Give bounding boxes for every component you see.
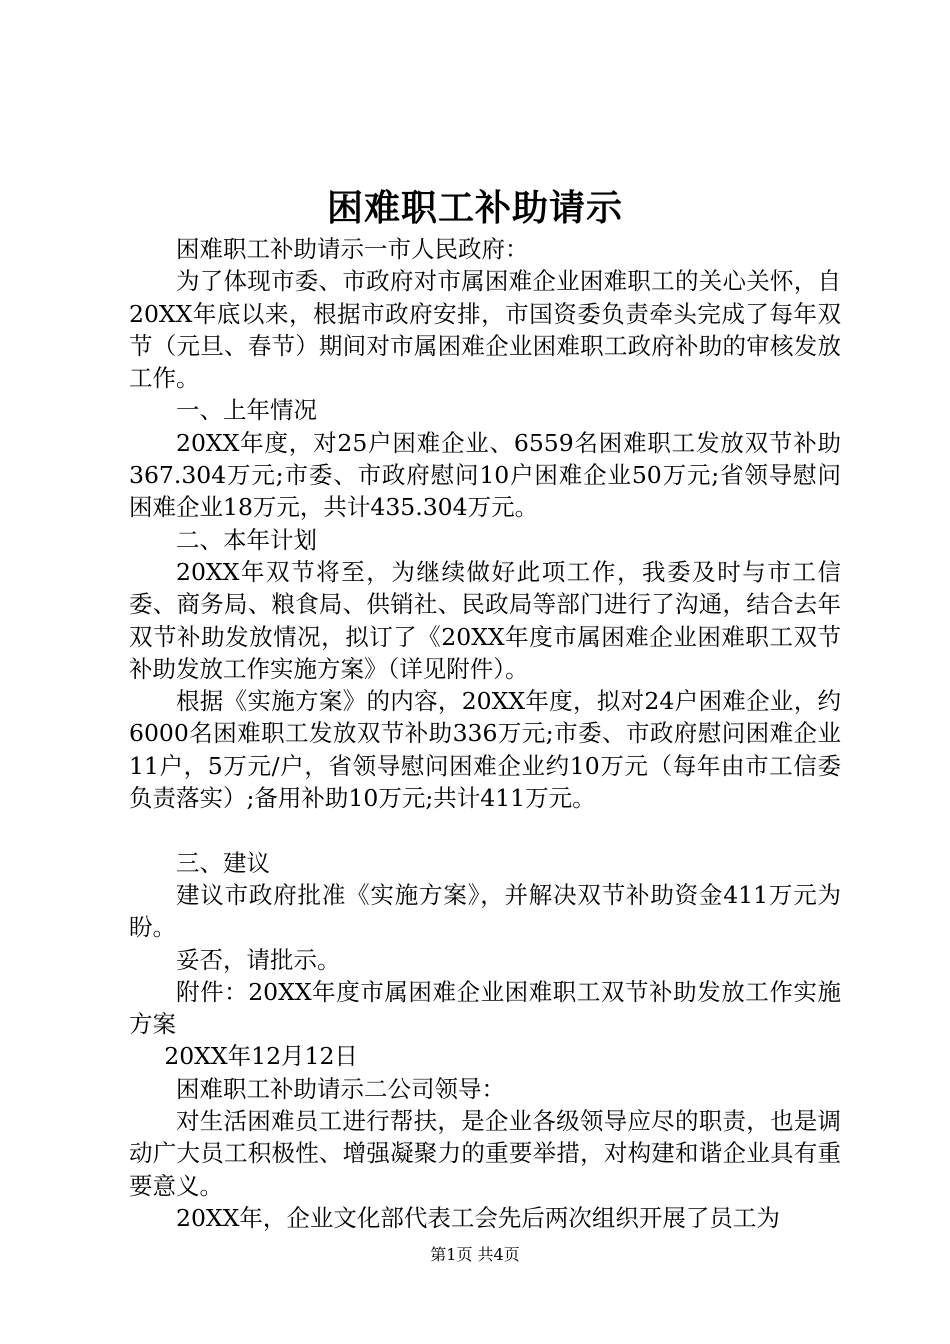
paragraph-this-year-plan: 20XX年双节将至，为继续做好此项工作，我委及时与市工信委、商务局、粮食局、供销社、民政局等部门进行了沟通，结合去年双节补助发放情况，拟订了《20XX年度市属困难企业困难职工双节补助发放工作实施方案》（详见附件）。 (129, 557, 841, 683)
section-heading-last-year: 一、上年情况 (176, 396, 317, 425)
paragraph-approval-request: 妥否，请批示。 (176, 945, 341, 974)
section-heading-suggestion: 三、建议 (176, 848, 270, 877)
document-title: 困难职工补助请示 (326, 187, 623, 229)
paragraph-attachment: 附件：20XX年度市属困难企业困难职工双节补助发放工作实施方案 (129, 977, 841, 1039)
paragraph-plan-details: 根据《实施方案》的内容，20XX年度，拟对24户困难企业，约6000名困难职工发放双节补助336万元;市委、市政府慰问困难企业11户，5万元/户，省领导慰问困难企业约10万元（每年由市工信委负责落实）;备用补助10万元;共计411万元。 (129, 687, 841, 813)
document-body (129, 233, 841, 1234)
page-footer: 第1页 共4页 (430, 1245, 520, 1264)
paragraph-salutation-2: 困难职工补助请示二公司领导： (176, 1074, 505, 1103)
section-heading-this-year: 二、本年计划 (176, 525, 317, 554)
paragraph-activities: 20XX年，企业文化部代表工会先后两次组织开展了员工为 (176, 1203, 780, 1232)
paragraph-support-duty: 对生活困难员工进行帮扶，是企业各级领导应尽的职责，也是调动广大员工积极性、增强凝聚力的重要举措，对构建和谐企业具有重要意义。 (129, 1107, 841, 1200)
blank-line (129, 814, 841, 846)
paragraph-salutation-1: 困难职工补助请示一市人民政府： (176, 235, 529, 263)
paragraph-last-year: 20XX年度，对25户困难企业、6559名困难职工发放双节补助367.304万元;市委、市政府慰问10户困难企业50万元;省领导慰问困难企业18万元，共计435.304万元。 (129, 428, 841, 522)
paragraph-suggestion: 建议市政府批准《实施方案》，并解决双节补助资金411万元为盼。 (129, 880, 841, 942)
paragraph-intro: 为了体现市委、市政府对市属困难企业困难职工的关心关怀，自20XX年底以来，根据市政府安排，市国资委负责牵头完成了每年双节（元旦、春节）期间对市属困难企业困难职工政府补助的审核发放工作。 (129, 267, 841, 393)
document-date: 20XX年12月12日 (164, 1042, 358, 1071)
